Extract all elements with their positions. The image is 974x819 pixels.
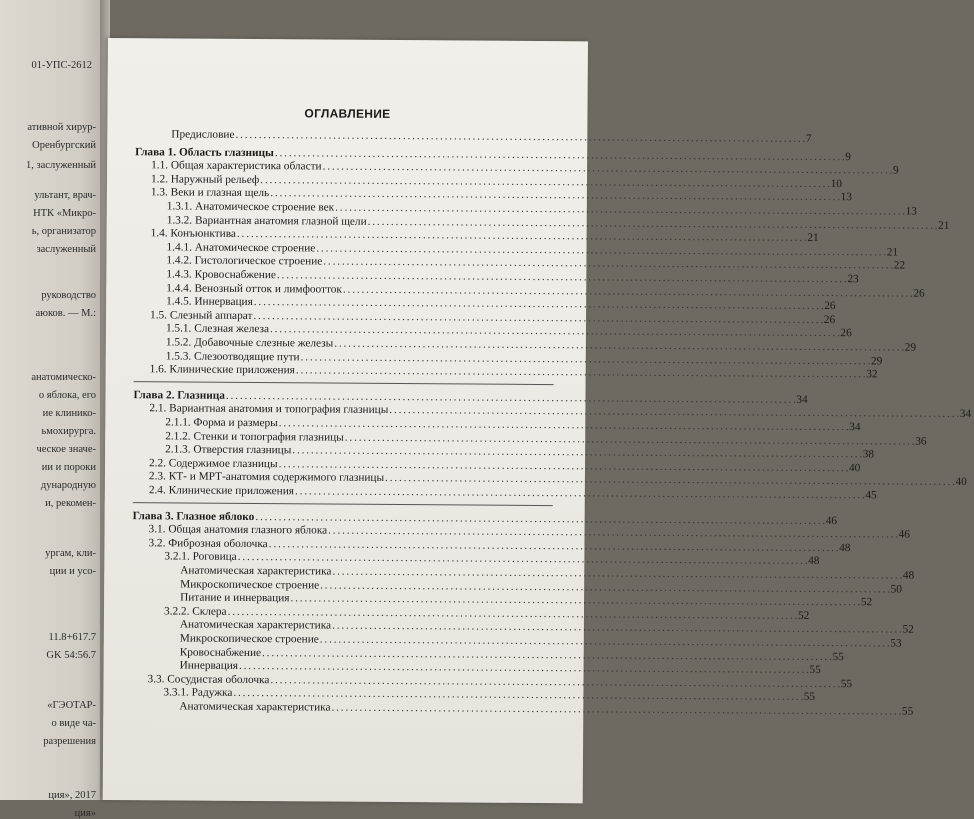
left-page-text-fragment: «ГЭОТАР- xyxy=(47,700,96,711)
toc-entry-page: 26 xyxy=(823,313,836,326)
toc-entry-label: 1.2. Наружный рельеф xyxy=(150,173,260,186)
toc-entry-label: Иннервация xyxy=(179,659,239,673)
toc-entry-label: Питание и иннервация xyxy=(180,591,290,605)
left-page-text-fragment: о яблока, его xyxy=(38,390,96,401)
toc-entry-label: Микроскопическое строение xyxy=(180,578,320,592)
left-page-text-fragment: 1, заслуженный xyxy=(25,160,96,171)
toc-entry-label: 2.1.2. Стенки и топография глазницы xyxy=(165,430,344,444)
toc-entry-page: 36 xyxy=(915,435,927,448)
leader-dots xyxy=(295,485,865,502)
toc-entry-page: 13 xyxy=(905,205,917,218)
left-page-text-fragment: ультант, врач- xyxy=(34,190,96,201)
toc-entry-label: 1.5.1. Слезная железа xyxy=(165,322,270,336)
toc-entry-label: Кровоснабжение xyxy=(179,646,262,659)
toc-entry-page: 7 xyxy=(805,132,812,145)
toc-entry-page: 46 xyxy=(825,514,838,527)
toc-entry-page: 10 xyxy=(830,177,842,190)
toc-entry-page: 48 xyxy=(839,541,851,554)
toc-entry-page: 9 xyxy=(892,164,899,177)
left-page-text-fragment: 01-УПС-2612 xyxy=(31,60,92,71)
toc-entry-page: 40 xyxy=(848,461,861,475)
toc-entry-label: 2.1.1. Форма и размеры xyxy=(165,416,278,430)
toc-entry-page: 34 xyxy=(796,393,808,406)
toc-entry-page: 55 xyxy=(840,677,853,691)
toc-entry-label: 1.4. Конъюнктива xyxy=(150,227,236,241)
left-page-text-fragment: ция» xyxy=(74,808,96,819)
toc-entry-page: 34 xyxy=(959,408,972,421)
toc-entry-label: 1.5.3. Слезоотводящие пути xyxy=(165,350,300,363)
left-page-text-fragment: и, рекомен- xyxy=(45,498,96,509)
toc-entry-label: Глава 2. Глазница xyxy=(133,388,225,402)
left-page-text-fragment: НТК «Микро- xyxy=(33,208,96,219)
toc-entry-label: 3.2. Фиброзная оболочка xyxy=(148,537,268,550)
left-page-text-fragment: ативной хирур- xyxy=(27,122,96,133)
toc-entry-page: 29 xyxy=(904,341,917,354)
toc-entry-label: Предисловие xyxy=(171,128,235,141)
left-page-text-fragment: ьмохирурга. xyxy=(41,426,96,437)
toc-entry-label: 1.1. Общая характеристика области xyxy=(151,159,322,173)
toc-entry-page: 21 xyxy=(938,219,950,232)
toc-entry-page: 50 xyxy=(890,583,902,596)
toc-entry[interactable] xyxy=(149,363,878,381)
left-page-text-fragment: дународную xyxy=(40,480,96,491)
chapter-separator xyxy=(133,502,553,506)
left-page-text-fragment: разрешения xyxy=(43,736,96,747)
toc-entry-label: Анатомическая характеристика xyxy=(179,700,331,714)
toc-entry-page: 48 xyxy=(902,569,915,582)
toc-entry-page: 52 xyxy=(860,596,873,609)
toc-entry-page: 34 xyxy=(849,421,861,434)
left-page-text-fragment: ь, организатор xyxy=(31,226,96,237)
toc-entry-page: 52 xyxy=(902,623,914,637)
toc-entry-page: 21 xyxy=(886,246,899,259)
toc-entry-page: 55 xyxy=(901,705,914,718)
left-page-text-fragment: ии и пороки xyxy=(41,462,96,473)
toc-entry-page: 13 xyxy=(840,191,852,204)
toc-entry-label: 2.1.3. Отверстия глазницы xyxy=(165,443,292,457)
toc-entry-page: 26 xyxy=(824,300,836,313)
toc-entry-label: 2.2. Содержимое глазницы xyxy=(148,457,278,470)
toc-entry-label: Глава 3. Глазное яблоко xyxy=(132,509,255,523)
toc-entry[interactable] xyxy=(148,484,877,502)
left-page-text-fragment: GK 54:56.7 xyxy=(46,650,96,661)
toc-entry-label: 1.4.2. Гистологическое строение xyxy=(166,254,323,268)
toc-entry-label: 3.3. Сосудистая оболочка xyxy=(147,673,270,686)
toc-entry-page: 55 xyxy=(832,650,844,663)
toc-entry-page: 52 xyxy=(797,609,810,622)
left-page xyxy=(0,0,100,819)
toc-entry-page: 9 xyxy=(845,150,852,163)
toc-entry-page: 40 xyxy=(955,476,967,489)
right-page xyxy=(103,38,972,803)
left-page-text-fragment: аюков. — М.: xyxy=(35,308,96,319)
chapter-separator xyxy=(134,381,554,385)
left-page-text-fragment: руководство xyxy=(41,290,96,301)
toc-entry-label: 1.3. Веки и глазная щель xyxy=(150,186,270,200)
toc-entry-label: 3.2.2. Склера xyxy=(163,605,227,618)
toc-entry[interactable] xyxy=(179,700,914,718)
toc-entry-label: 1.4.5. Иннервация xyxy=(166,295,253,309)
toc-entry-label: Микроскопическое строение xyxy=(179,632,319,646)
toc-entry-label: Анатомическая характеристика xyxy=(179,618,332,632)
toc-entry-page: 29 xyxy=(871,354,883,368)
leader-dots xyxy=(235,129,805,146)
toc-entry-label: 2.4. Клинические приложения xyxy=(148,484,295,498)
toc-entry-label: 1.5. Слезный аппарат xyxy=(150,309,253,322)
left-page-text-fragment: ургам, кли- xyxy=(45,548,96,559)
toc-entry-label: 1.4.4. Венозный отток и лимфоотток xyxy=(166,282,342,296)
left-page-text-fragment: Оренбургский xyxy=(32,140,96,151)
left-page-text-fragment: ческое значе- xyxy=(36,444,96,455)
toc-entry[interactable] xyxy=(171,128,812,145)
page-title: ОГЛАВЛЕНИЕ xyxy=(304,106,391,121)
toc-entry-label: 1.4.1. Анатомическое строение xyxy=(166,241,316,255)
toc-entry-page: 55 xyxy=(809,664,821,677)
left-page-text-fragment: 11.8+617.7 xyxy=(48,632,96,643)
toc-entry-page: 46 xyxy=(898,528,910,541)
toc-entry-page: 53 xyxy=(890,637,902,650)
toc-entry-page: 45 xyxy=(865,489,877,502)
left-page-text-fragment: анатомическо- xyxy=(31,372,96,383)
toc-entry-label: Глава 1. Область глазницы xyxy=(135,145,274,159)
left-page-text-fragment: заслуженный xyxy=(36,244,96,255)
toc-entry-label: 1.3.1. Анатомическое строение век xyxy=(166,200,335,214)
toc-entry-label: Анатомическая характеристика xyxy=(180,564,332,578)
toc-entry-label: 3.1. Общая анатомия глазного яблока xyxy=(148,523,328,537)
toc-entry-page: 23 xyxy=(847,273,859,286)
left-page-text-fragment: ция», 2017 xyxy=(48,790,96,801)
toc-entry-label: 3.3.1. Радужка xyxy=(163,686,233,700)
toc-entry-page: 26 xyxy=(913,287,925,300)
toc-entry-page: 26 xyxy=(840,327,852,340)
toc-entry-label: 2.1. Вариантная анатомия и топография глазницы xyxy=(149,402,389,417)
toc-entry-label: 1.6. Клинические приложения xyxy=(149,363,295,377)
toc-entry-label: 1.3.2. Вариантная анатомия глазной щели xyxy=(166,214,367,228)
toc-entry-label: 2.3. КТ- и МРТ-анатомия содержимого глазницы xyxy=(148,470,385,485)
leader-dots xyxy=(331,702,901,719)
toc-entry-page: 55 xyxy=(803,691,816,704)
toc-entry-label: 1.5.2. Добавочные слезные железы xyxy=(165,336,334,350)
left-page-text-fragment: ие клинико- xyxy=(42,408,96,419)
toc-entry-label: 3.2.1. Роговица xyxy=(164,550,237,564)
toc-entry-page: 22 xyxy=(893,259,906,272)
leader-dots xyxy=(296,365,866,382)
toc-entry-page: 38 xyxy=(862,448,875,461)
left-page-text-fragment: о виде ча- xyxy=(51,718,96,729)
toc-entry-page: 21 xyxy=(807,232,819,245)
toc-entry-page: 32 xyxy=(866,368,878,381)
toc-entry-page: 48 xyxy=(808,555,820,568)
toc-entry-label: 1.4.3. Кровоснабжение xyxy=(166,268,276,282)
left-page-text-fragment: ции и усо- xyxy=(49,566,96,577)
